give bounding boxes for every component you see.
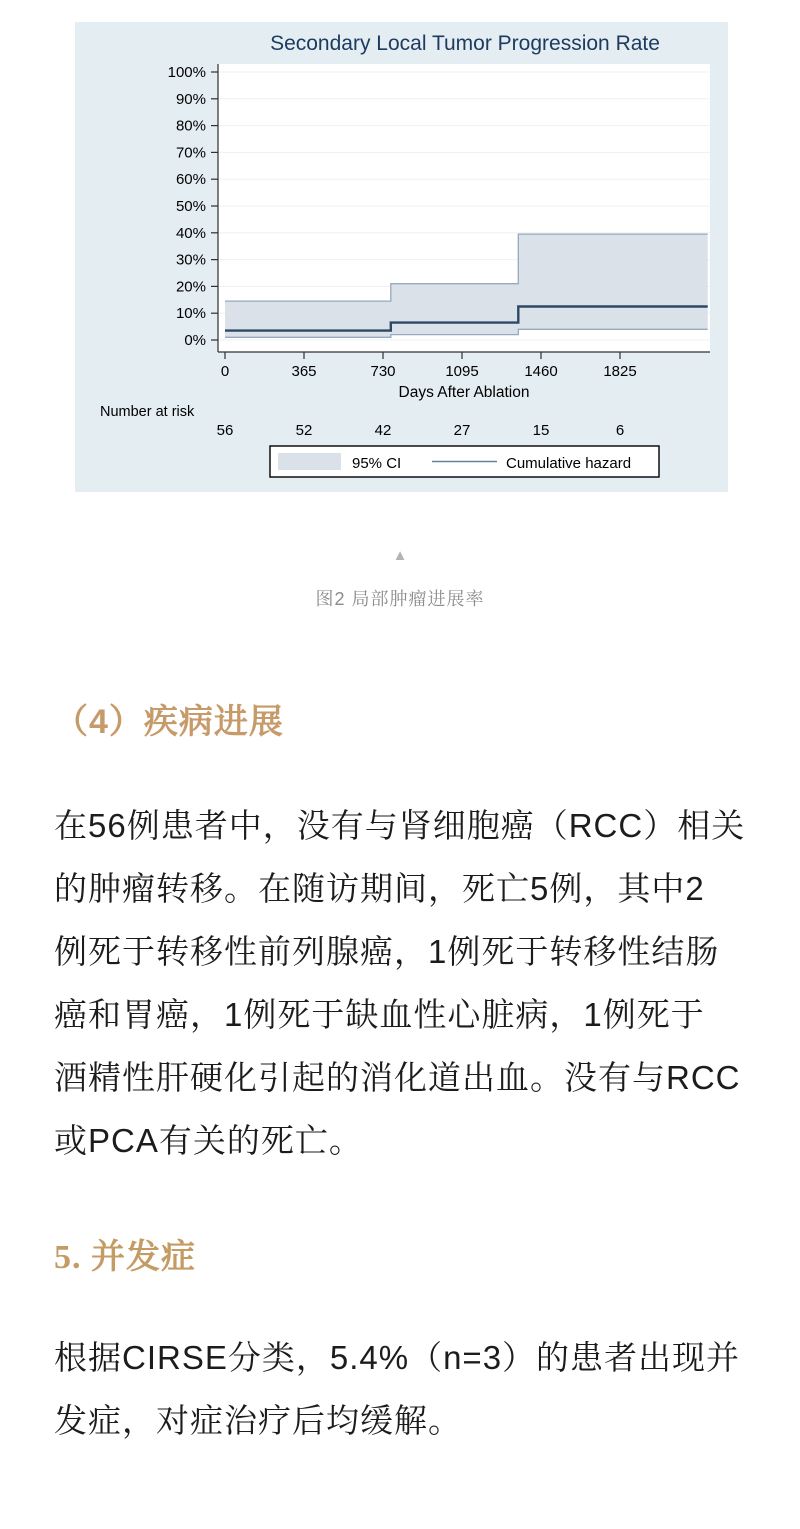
number-at-risk-value: 15 — [532, 422, 550, 439]
y-tick-label: 100% — [167, 64, 206, 81]
x-tick-label: 0 — [220, 363, 230, 380]
y-tick-label: 60% — [175, 171, 206, 189]
paragraph-complications — [54, 1326, 746, 1452]
number-at-risk-value: 52 — [295, 422, 313, 439]
figure-block — [0, 22, 800, 612]
collapse-triangle-icon: ▲ — [392, 547, 408, 564]
y-tick-label: 20% — [175, 278, 206, 296]
y-tick-label: 70% — [175, 144, 206, 162]
x-tick-label: 1825 — [603, 363, 637, 380]
text-line: 在56例患者中，没有与肾细胞癌（RCC）相关 — [54, 807, 746, 844]
article-content — [0, 700, 800, 1452]
number-at-risk-value: 42 — [374, 422, 392, 439]
x-tick-label: 1460 — [524, 363, 558, 380]
section-heading-disease-progression: （4）疾病进展 — [54, 703, 284, 741]
x-tick-label: 365 — [291, 363, 317, 380]
text-line: 或PCA有关的死亡。 — [54, 1122, 363, 1159]
y-tick-label: 80% — [175, 117, 206, 135]
x-tick-label: 730 — [370, 363, 396, 380]
text-line: 根据CIRSE分类，5.4%（n=3）的患者出现并 — [54, 1339, 741, 1376]
number-at-risk-value: 27 — [453, 422, 471, 439]
secondary-local-tumor-progression-chart[interactable] — [75, 22, 728, 492]
number-at-risk-label: Number at risk — [100, 404, 195, 420]
legend-hazard-label: Cumulative hazard — [506, 455, 632, 472]
text-line: 例死于转移性前列腺癌，1例死于转移性结肠 — [54, 933, 720, 970]
section-heading-complications: 5. 并发症 — [54, 1239, 196, 1276]
legend-ci-label: 95% CI — [352, 455, 402, 472]
y-tick-label: 30% — [175, 251, 206, 269]
y-tick-label: 0% — [184, 332, 206, 349]
number-at-risk-value: 6 — [615, 422, 625, 439]
text-line: 癌和胃癌，1例死于缺血性心脏病，1例死于 — [54, 996, 705, 1033]
paragraph-disease-progression — [54, 794, 746, 1172]
y-tick-label: 40% — [175, 224, 206, 242]
legend-ci-swatch — [278, 453, 341, 470]
cumulative-hazard-chart-svg — [75, 22, 728, 492]
number-at-risk-value: 56 — [216, 422, 234, 439]
x-axis-label: Days After Ablation — [398, 384, 530, 401]
x-tick-label: 1095 — [445, 363, 479, 380]
text-line: 发症，对症治疗后均缓解。 — [54, 1402, 462, 1439]
figure-caption: 图2 局部肿瘤进展率 — [315, 589, 485, 609]
y-tick-label: 10% — [175, 305, 206, 323]
y-tick-label: 50% — [175, 198, 206, 215]
text-line: 酒精性肝硬化引起的消化道出血。没有与RCC — [54, 1059, 741, 1096]
y-tick-label: 90% — [175, 90, 206, 108]
chart-title: Secondary Local Tumor Progression Rate — [270, 32, 660, 55]
text-line: 的肿瘤转移。在随访期间，死亡5例，其中2 — [54, 870, 705, 907]
